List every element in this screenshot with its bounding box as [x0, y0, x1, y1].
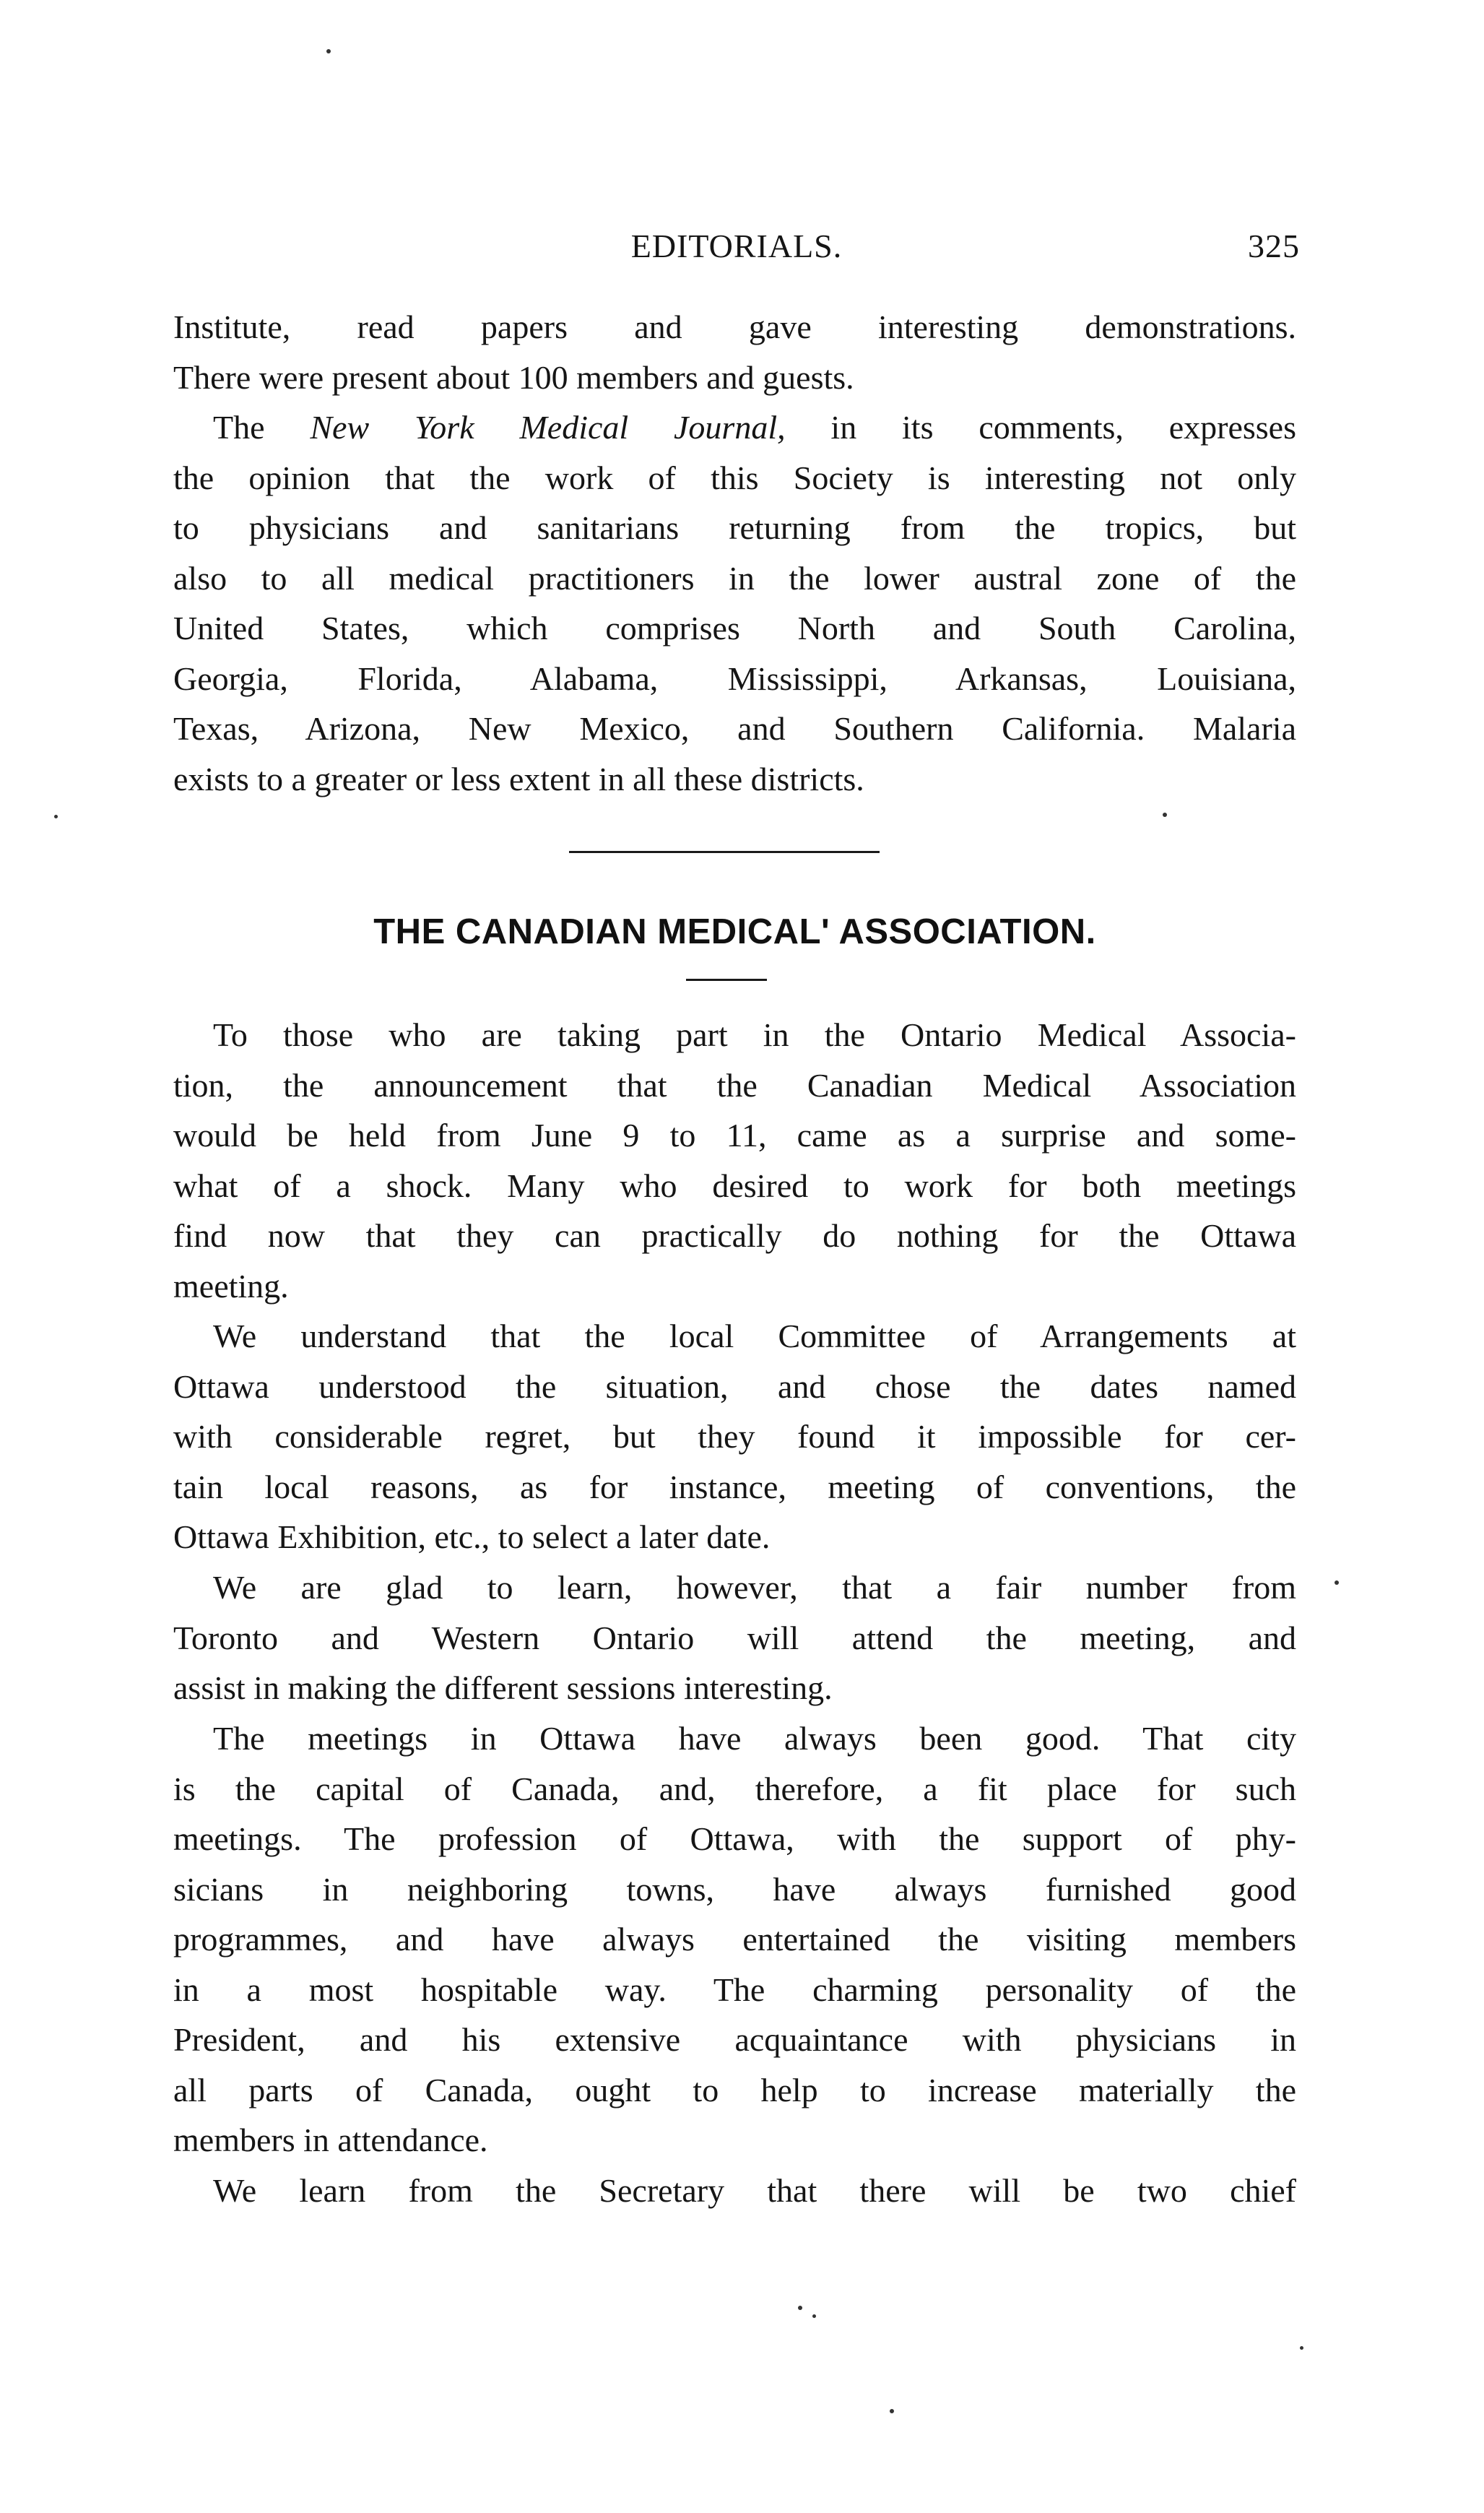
text-line: meeting.: [173, 1267, 289, 1305]
text-line: We learn from the Secretary that there will be two chief: [213, 2172, 1296, 2209]
text-line: also to all medical practitioners in the lower austral zone of the: [173, 559, 1296, 597]
article-paragraph-5: [173, 2166, 1296, 2216]
text-line: members in attendance.: [173, 2121, 488, 2158]
text-line: There were present about 100 members and guests.: [173, 358, 854, 396]
text-line: find now that they can practically do nothing for the Ottawa: [173, 1217, 1296, 1254]
text-line: Georgia, Florida, Alabama, Mississippi, Arkansas, Louisiana,: [173, 659, 1296, 697]
text-line: to physicians and sanitarians returning from the tropics, but: [173, 509, 1296, 546]
section-divider-rule: [569, 851, 880, 853]
running-head: [173, 227, 1300, 270]
scan-speck: [1335, 1580, 1339, 1585]
text-fragment: The: [213, 409, 311, 446]
text-line: We are glad to learn, however, that a fair number from: [213, 1569, 1296, 1606]
text-line: meetings. The profession of Ottawa, with the support of phy-: [173, 1820, 1296, 1857]
text-line: is the capital of Canada, and, therefore, a fit place for such: [173, 1770, 1296, 1807]
text-line: Institute, read papers and gave interesting demonstrations.: [173, 308, 1296, 345]
scan-speck: [812, 2314, 816, 2318]
text-line: programmes, and have always entertained the visiting members: [173, 1921, 1296, 1958]
text-line: what of a shock. Many who desired to work for both meetings: [173, 1167, 1296, 1204]
article-paragraph-2: [173, 1311, 1296, 1562]
journal-title: New York Medical Journal,: [310, 409, 786, 446]
scan-speck: [326, 49, 331, 53]
text-line: Texas, Arizona, New Mexico, and Southern California. Malaria: [173, 710, 1296, 747]
text-line: The meetings in Ottawa have always been good. That city: [213, 1720, 1296, 1757]
text-line: United States, which comprises North and South Carolina,: [173, 610, 1296, 646]
text-line: sicians in neighboring towns, have always furnished good: [173, 1870, 1296, 1908]
text-line: Ottawa Exhibition, etc., to select a later date.: [173, 1518, 771, 1555]
running-title: EDITORIALS.: [630, 228, 843, 264]
text-line: all parts of Canada, ought to help to increase materially the: [173, 2071, 1296, 2108]
text-fragment: in its comments, expresses: [785, 409, 1296, 446]
article-heading: THE CANADIAN MEDICAL' ASSOCIATION.: [373, 912, 1096, 951]
continued-paragraph: [173, 302, 1296, 804]
text-line: To those who are taking part in the Ontario Medical Associa-: [213, 1016, 1296, 1053]
heading-underline-rule: [686, 979, 767, 981]
text-line: Toronto and Western Ontario will attend the meeting, and: [173, 1619, 1296, 1656]
article-paragraph-1: [173, 1010, 1296, 1311]
article-paragraph-4: [173, 1713, 1296, 2166]
scan-speck: [1300, 2346, 1303, 2350]
text-line: exists to a greater or less extent in all these districts.: [173, 760, 864, 797]
text-line: in a most hospitable way. The charming personality of the: [173, 1971, 1296, 2008]
page-number: 325: [1248, 228, 1300, 264]
text-line: [173, 402, 1296, 453]
text-line: Ottawa understood the situation, and chose the dates named: [173, 1367, 1296, 1405]
text-line: tain local reasons, as for instance, meeting of conventions, the: [173, 1468, 1296, 1505]
text-line: with considerable regret, but they found it impossible for cer-: [173, 1418, 1296, 1455]
text-line: tion, the announcement that the Canadian Medical Association: [173, 1066, 1296, 1104]
scan-speck: [798, 2306, 802, 2310]
article-paragraph-3: [173, 1562, 1296, 1713]
text-line: President, and his extensive acquaintance with physicians in: [173, 2021, 1296, 2058]
scan-speck: [54, 815, 58, 818]
text-line: the opinion that the work of this Society is interesting not only: [173, 459, 1296, 496]
scan-speck: [1163, 813, 1167, 817]
text-line: We understand that the local Committee of Arrangements at: [213, 1318, 1296, 1354]
text-line: assist in making the different sessions interesting.: [173, 1669, 833, 1706]
scan-speck: [890, 2409, 894, 2413]
text-line: would be held from June 9 to 11, came as a surprise and some-: [173, 1117, 1296, 1154]
